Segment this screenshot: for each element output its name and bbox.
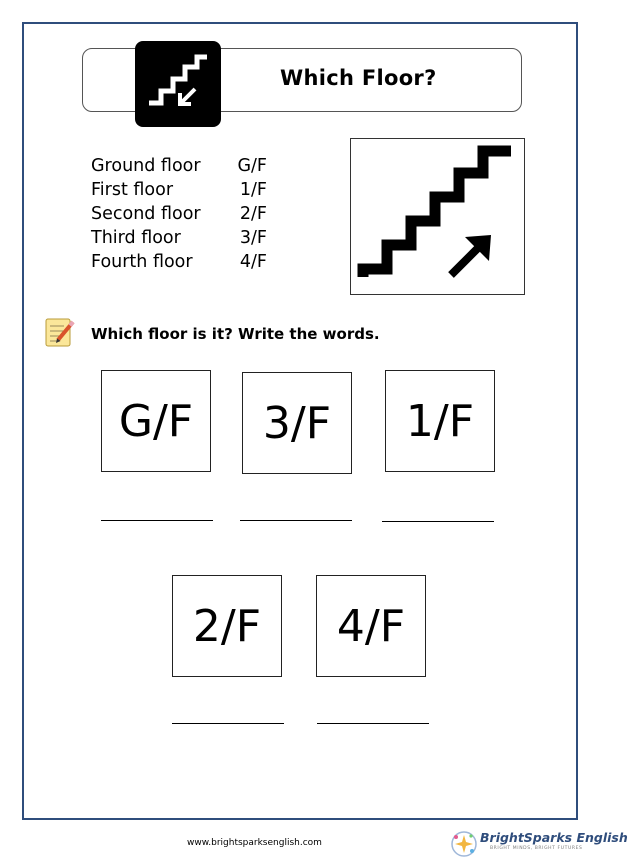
list-item [91,154,267,178]
floor-abbr: G/F [237,156,267,176]
floor-card: G/F [101,370,211,472]
floor-abbr: 1/F [239,180,267,200]
list-item [91,202,267,226]
brand-name: BrightSparks English [480,830,628,845]
floor-abbr: 4/F [239,252,267,272]
stairs-down-icon [135,41,221,127]
answer-line[interactable] [101,520,213,521]
list-item [91,250,267,274]
floor-abbr: 2/F [239,204,267,224]
brand-logo [450,828,628,858]
floor-card: 1/F [385,370,495,472]
floor-name: First floor [91,180,174,200]
answer-line[interactable] [172,723,284,724]
floor-name: Ground floor [91,156,201,176]
pencil-notepad-icon [44,316,76,348]
floor-card: 4/F [316,575,426,677]
floor-card: 3/F [242,372,352,474]
instruction-text: Which floor is it? Write the words. [91,325,380,343]
floor-name: Fourth floor [91,252,193,272]
sparkle-icon [450,830,478,858]
list-item [91,178,267,202]
stairs-up-icon [351,139,523,293]
floor-name: Second floor [91,204,201,224]
floor-key-list [91,154,267,274]
answer-line[interactable] [317,723,429,724]
answer-line[interactable] [240,520,352,521]
floor-name: Third floor [91,228,181,248]
floor-abbr: 3/F [239,228,267,248]
list-item [91,226,267,250]
brand-tagline: BRIGHT MINDS, BRIGHT FUTURES [490,846,583,851]
stairs-picture [350,138,525,295]
page-title: Which Floor? [280,66,437,90]
footer-url: www.brightsparksenglish.com [187,838,322,848]
floor-card: 2/F [172,575,282,677]
answer-line[interactable] [382,521,494,522]
